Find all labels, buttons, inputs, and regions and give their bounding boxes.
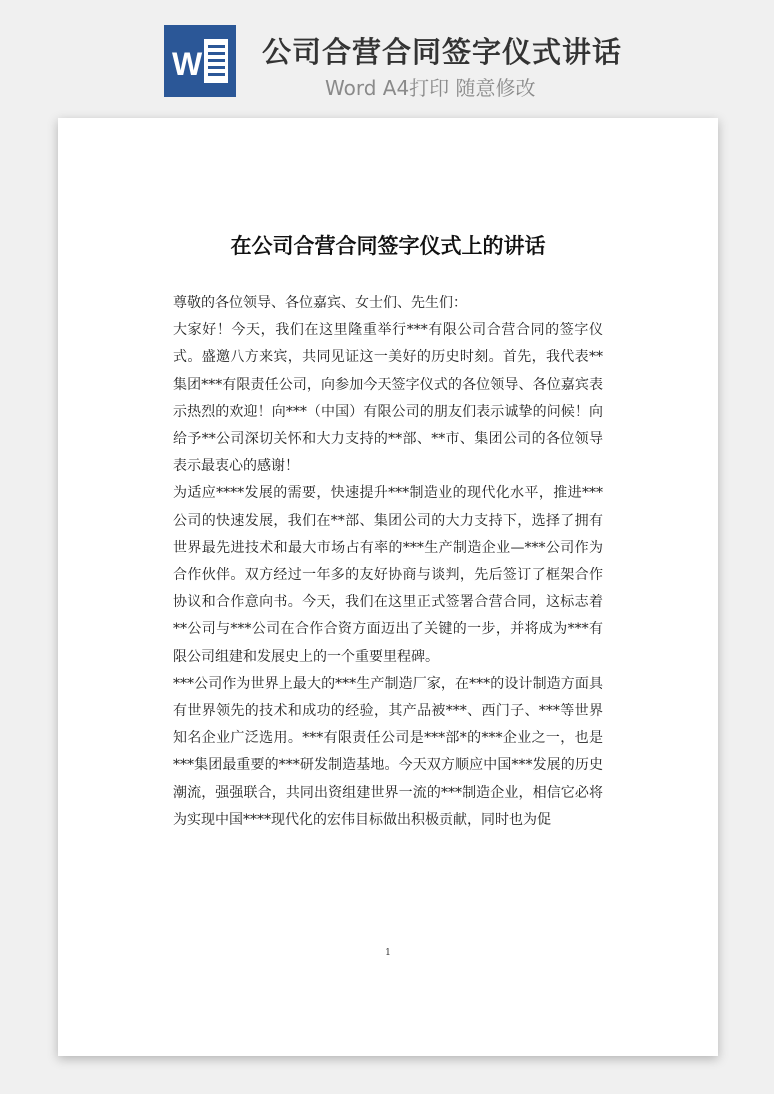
body-paragraph: 大家好！今天，我们在这里隆重举行***有限公司合营合同的签字仪式。盛邀八方来宾，共同见证这一美好的历史时刻。首先，我代表**集团***有限责任公司，向参加今天签字仪式的各位领导、各位嘉宾表示热烈的欢迎！向***（中国）有限公司的朋友们表示诚挚的问候！向给予**公司深切关怀和大力支持的**部、**市、集团公司的各位领导表示最衷心的感谢！ (173, 322, 603, 475)
document-body (173, 290, 603, 834)
body-paragraph: ***公司作为世界上最大的***生产制造厂家，在***的设计制造方面具有世界领先的技术和成功的经验，其产品被***、西门子、***等世界知名企业广泛选用。***有限责任公司是***部*的***企业之一，也是***集团最重要的***研发制造基地。今天双方顺应中国***发展的历史潮流，强强联合，共同出资组建世界一流的***制造企业，相信它必将为实现中国****现代化的宏伟目标做出积极贡献，同时也为促 (173, 675, 603, 828)
salutation-paragraph: 尊敬的各位领导、各位嘉宾、女士们、先生们： (173, 295, 467, 311)
document-title: 在公司合营合同签字仪式上的讲话 (230, 233, 546, 258)
word-logo-letter: W (172, 46, 203, 82)
page-number: 1 (385, 948, 391, 958)
header-banner (0, 0, 774, 118)
document-page (58, 118, 718, 1056)
banner-title: 公司合营合同签字仪式讲话 (262, 35, 623, 69)
banner-subtitle: Word A4打印 随意修改 (325, 76, 536, 100)
word-document-icon (164, 25, 236, 97)
body-paragraph: 为适应****发展的需要，快速提升***制造业的现代化水平，推进***公司的快速发展，我们在**部、集团公司的大力支持下，选择了拥有世界最先进技术和最大市场占有率的***生产制造企业—***公司作为合作伙伴。双方经过一年多的友好协商与谈判，先后签订了框架合作协议和合作意向书。今天，我们在这里正式签署合营合同，这标志着**公司与***公司在合作合资方面迈出了关键的一步，并将成为***有限公司组建和发展史上的一个重要里程碑。 (173, 485, 603, 665)
